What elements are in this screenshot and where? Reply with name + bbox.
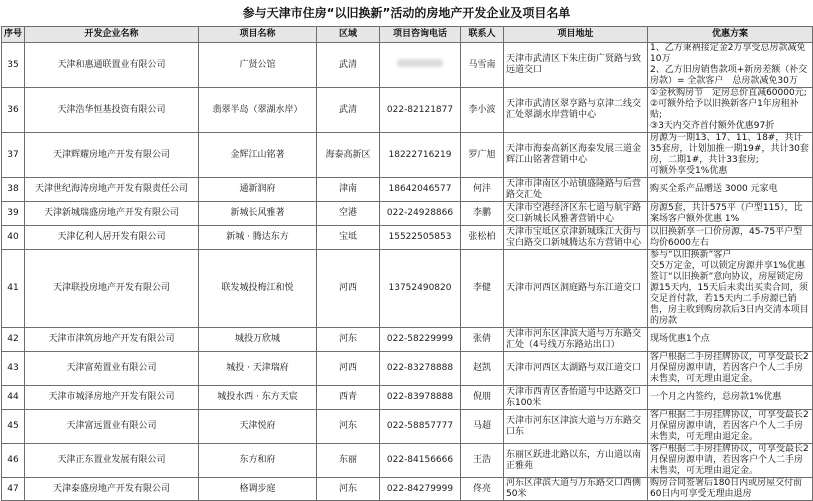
cell-district: 空港 xyxy=(317,202,380,226)
cell-district: 津南 xyxy=(317,178,380,202)
cell-company: 天津亿利人居开发有限公司 xyxy=(25,226,199,250)
cell-company: 天津市城泽房地产开发有限公司 xyxy=(25,386,199,410)
cell-no: 47 xyxy=(2,478,25,501)
cell-offer: ①金秋购房节 定房总价直减60000元; ②可额外给予以旧换新客户1年房租补贴; ③3天内交齐首付额外优惠97折 xyxy=(648,88,813,133)
cell-phone: 15522505853 xyxy=(380,226,461,250)
column-header-phone: 项目咨询电话 xyxy=(380,27,461,43)
cell-offer: 客户根据二手房挂牌协议，可享受最长2月保留房源申请，若因客户个人二手房未售卖，可无理由退定金。 xyxy=(648,352,813,386)
cell-phone: 13752490820 xyxy=(380,250,461,328)
cell-contact: 李鹏 xyxy=(461,202,504,226)
cell-contact: 罗广旭 xyxy=(461,133,504,178)
table-row xyxy=(2,43,813,88)
cell-project: 城投万欣城 xyxy=(199,328,317,352)
cell-project: 东方和府 xyxy=(199,444,317,478)
cell-project: 广贤公馆 xyxy=(199,43,317,88)
cell-no: 43 xyxy=(2,352,25,386)
cell-project: 城投 · 天津瑞府 xyxy=(199,352,317,386)
cell-address: 天津市宝坻区京津新城珠江大街与宝白路交口新城腾达东方营销中心 xyxy=(504,226,648,250)
cell-address: 天津市津南区小站镇盛隆路与后营路交汇处 xyxy=(504,178,648,202)
cell-offer: 购房合同签署后180日内或房屋交付前60日内可享受无理由退房 xyxy=(648,478,813,501)
cell-contact: 王浩 xyxy=(461,444,504,478)
cell-contact: 佟亮 xyxy=(461,478,504,501)
cell-no: 40 xyxy=(2,226,25,250)
table-row xyxy=(2,250,813,328)
cell-no: 39 xyxy=(2,202,25,226)
table-row xyxy=(2,386,813,410)
cell-no: 35 xyxy=(2,43,25,88)
cell-address: 天津市武清区翠亨路与京津二线交汇处翠湖水岸营销中心 xyxy=(504,88,648,133)
column-header-address: 项目地址 xyxy=(504,27,648,43)
table-row xyxy=(2,133,813,178)
cell-offer: 以旧换新享一口价房源，45-75平户型均价6000左右 xyxy=(648,226,813,250)
cell-no: 36 xyxy=(2,88,25,133)
cell-address: 天津市河东区津滨大道与万东路交口东 xyxy=(504,410,648,444)
cell-contact: 马雪南 xyxy=(461,43,504,88)
developer-table xyxy=(1,26,813,501)
cell-project: 金辉江山铭著 xyxy=(199,133,317,178)
cell-offer: 房源5套，共计575平（户型115），比案场客户额外优惠 1% xyxy=(648,202,813,226)
table-row xyxy=(2,88,813,133)
table-header-row xyxy=(2,27,813,43)
cell-address: 天津市河西区洞庭路与东江道交口 xyxy=(504,250,648,328)
table-body xyxy=(2,43,813,501)
cell-project: 翡翠半岛（翠湖水岸） xyxy=(199,88,317,133)
cell-project: 通新润府 xyxy=(199,178,317,202)
cell-company: 天津市津筑房地产开发有限公司 xyxy=(25,328,199,352)
cell-project: 新城 · 腾达东方 xyxy=(199,226,317,250)
cell-phone: 022-83278888 xyxy=(380,352,461,386)
cell-district: 西青 xyxy=(317,386,380,410)
cell-no: 37 xyxy=(2,133,25,178)
cell-phone: 022-84279999 xyxy=(380,478,461,501)
cell-phone: 022-58229999 xyxy=(380,328,461,352)
cell-company: 天津联投房地产开发有限公司 xyxy=(25,250,199,328)
cell-no: 38 xyxy=(2,178,25,202)
column-header-contact: 联系人 xyxy=(461,27,504,43)
cell-contact: 李小波 xyxy=(461,88,504,133)
cell-phone: 18642046577 xyxy=(380,178,461,202)
cell-company: 天津泰盛房地产开发有限公司 xyxy=(25,478,199,501)
cell-phone xyxy=(380,43,461,88)
cell-address: 天津市海泰高新区海泰发展三道金辉江山铭著营销中心 xyxy=(504,133,648,178)
table-row xyxy=(2,444,813,478)
cell-no: 45 xyxy=(2,410,25,444)
cell-company: 天津浩华恒基投资有限公司 xyxy=(25,88,199,133)
cell-contact: 李健 xyxy=(461,250,504,328)
cell-district: 河东 xyxy=(317,328,380,352)
cell-contact: 倪朋 xyxy=(461,386,504,410)
cell-district: 河西 xyxy=(317,352,380,386)
cell-contact: 张松柏 xyxy=(461,226,504,250)
cell-district: 海泰高新区 xyxy=(317,133,380,178)
cell-project: 新城长风雅著 xyxy=(199,202,317,226)
cell-company: 天津正东置业发展有限公司 xyxy=(25,444,199,478)
cell-project: 天津悦府 xyxy=(199,410,317,444)
cell-district: 河西 xyxy=(317,250,380,328)
cell-offer: 现场优惠1个点 xyxy=(648,328,813,352)
cell-contact: 张倩 xyxy=(461,328,504,352)
table-row xyxy=(2,178,813,202)
redacted-phone xyxy=(397,59,443,67)
cell-address: 河东区津滨大道与万东路交口西侧50米 xyxy=(504,478,648,501)
cell-phone: 022-24928866 xyxy=(380,202,461,226)
cell-phone: 022-82121877 xyxy=(380,88,461,133)
cell-company: 天津世纪海涛房地产开发有限责任公司 xyxy=(25,178,199,202)
cell-offer: 一个月之内签约，总房款1%优惠 xyxy=(648,386,813,410)
table-row xyxy=(2,410,813,444)
cell-company: 天津和惠通联置业有限公司 xyxy=(25,43,199,88)
cell-project: 城投水西 · 东方天宸 xyxy=(199,386,317,410)
column-header-no: 序号 xyxy=(2,27,25,43)
cell-offer: 客户根据二手房挂牌协议，可享受最长2月保留房源申请，若因客户个人二手房未售卖，可无理由退定金。 xyxy=(648,410,813,444)
table-row xyxy=(2,478,813,501)
page-title: 参与天津市住房“以旧换新”活动的房地产开发企业及项目名单 xyxy=(242,6,571,20)
cell-district: 宝坻 xyxy=(317,226,380,250)
cell-contact: 赵凯 xyxy=(461,352,504,386)
column-header-offer: 优惠方案 xyxy=(648,27,813,43)
cell-company: 天津富远置业有限公司 xyxy=(25,410,199,444)
column-header-district: 区域 xyxy=(317,27,380,43)
cell-phone: 022-84156666 xyxy=(380,444,461,478)
cell-contact: 马超 xyxy=(461,410,504,444)
cell-phone: 022-58857777 xyxy=(380,410,461,444)
cell-company: 天津新城瑞盛房地产开发有限公司 xyxy=(25,202,199,226)
cell-district: 河东 xyxy=(317,410,380,444)
table-row xyxy=(2,202,813,226)
cell-offer: 1、乙方秉衲接定金2万享受总房款减免10万 2、乙方旧房销售款项+新房差额（补交房款）= 全款客户 总房款减免30万 xyxy=(648,43,813,88)
cell-project: 格调步庭 xyxy=(199,478,317,501)
cell-no: 42 xyxy=(2,328,25,352)
cell-district: 武清 xyxy=(317,88,380,133)
cell-no: 46 xyxy=(2,444,25,478)
cell-contact: 何沣 xyxy=(461,178,504,202)
cell-no: 44 xyxy=(2,386,25,410)
cell-district: 武清 xyxy=(317,43,380,88)
cell-address: 天津市河西区太湖路与双江道交口 xyxy=(504,352,648,386)
cell-offer: 客户根据二手房挂牌协议，可享受最长2月保留房源申请，若因客户个人二手房未售卖，可无理由退定金。 xyxy=(648,444,813,478)
column-header-project: 项目名称 xyxy=(199,27,317,43)
cell-no: 41 xyxy=(2,250,25,328)
cell-offer: 房源为一期13、17、11、18#，共计35套房，计划加推一期19#，共计30套房，二期1#，共计33套房; 可额外享受1%优惠 xyxy=(648,133,813,178)
column-header-company: 开发企业名称 xyxy=(25,27,199,43)
table-row xyxy=(2,328,813,352)
cell-phone: 022-83978888 xyxy=(380,386,461,410)
cell-district: 河东 xyxy=(317,478,380,501)
cell-project: 联发城投梅江和悦 xyxy=(199,250,317,328)
cell-address: 天津市武清区下朱庄街广贤路与致远道交口 xyxy=(504,43,648,88)
cell-company: 天津辉耀房地产开发有限公司 xyxy=(25,133,199,178)
cell-address: 天津市空港经济区东七道与航宇路交口新城长风雅著营销中心 xyxy=(504,202,648,226)
cell-district: 东丽 xyxy=(317,444,380,478)
cell-offer: 参与“以旧换新”客户 交5万定金，可以锁定房源并享1%优惠 签订“以旧换新”意向协议，房屋锁定房源15天内，15天后未卖出买卖合同，须交足首付款，若15天内二手房源已销售，房主收到购房款后3日内交清本项目的房款 xyxy=(648,250,813,328)
cell-address: 东丽区跃进北路以东，方山道以南正雅苑 xyxy=(504,444,648,478)
cell-address: 天津市西青区香怡道与中达路交口东100米 xyxy=(504,386,648,410)
table-row xyxy=(2,352,813,386)
table-row xyxy=(2,226,813,250)
cell-address: 天津市河东区津滨大道与万东路交汇处（4号线万东路站出口） xyxy=(504,328,648,352)
cell-offer: 购买全系产品赠送 3000 元家电 xyxy=(648,178,813,202)
cell-phone: 18222716219 xyxy=(380,133,461,178)
cell-company: 天津富苑置业有限公司 xyxy=(25,352,199,386)
